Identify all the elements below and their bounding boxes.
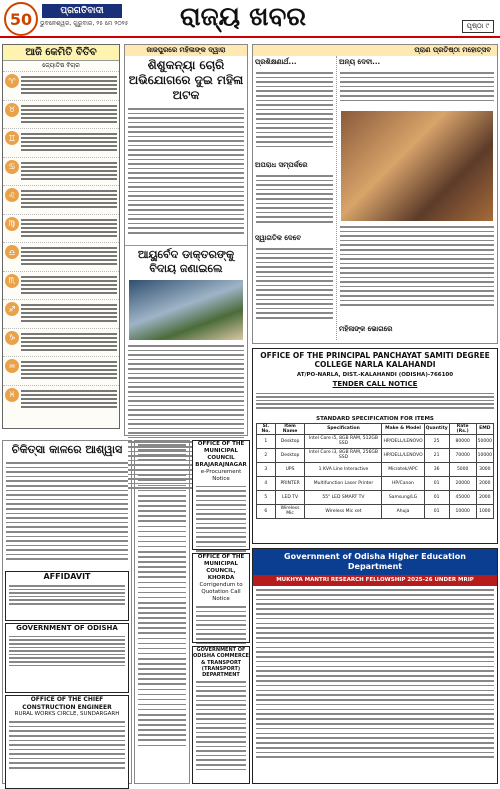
horoscope-row [3, 299, 119, 328]
table-cell: 10000 [449, 504, 476, 518]
gov-title: GOVERNMENT OF ODISHA [16, 624, 118, 632]
story2-headline: ଆୟୁର୍ବେଦ ଡାକ୍ତରଙ୍କୁ ବିଦାୟ ଜଣାଇଲେ [125, 245, 247, 278]
story-kicker: ଜାଜପୁରରେ ମହିଳାଙ୍କ ଦ୍ୱାରା [125, 45, 247, 56]
table-header-cell: Make & Model [382, 423, 424, 434]
dateline: ଭୁବନେଶ୍ୱର, ଗୁରୁବାର, ୨୫ ମେ ୨୦୨୫ [40, 20, 129, 27]
middle-news-column [134, 440, 190, 784]
table-cell: 5000 [449, 462, 476, 476]
table-cell: 25 [424, 434, 449, 448]
zodiac-icon: ♌ [5, 188, 19, 202]
table-cell: Intel Core i3, 8GB RAM, 256GB SSD [305, 448, 382, 462]
table-cell: 3 [257, 462, 276, 476]
story3-col2 [337, 56, 497, 340]
tender-spec-title: STANDARD SPECIFICATION FOR ITEMS [316, 415, 434, 422]
table-cell: HP/Canon [382, 476, 424, 490]
table-cell: 45000 [449, 490, 476, 504]
horoscope-row [3, 157, 119, 186]
horoscope-row [3, 385, 119, 414]
horoscope-row [3, 185, 119, 214]
municipal-brajarajnagar-ad [192, 440, 250, 550]
horoscope-title: ଆଜି କେମିତି ବିତିବ [3, 45, 119, 61]
college-address: AT/PO-NARLA, DIST.-KALAHANDI (ODISHA)-766100 [296, 371, 454, 378]
story3-kicker: ପ୍ରାଣ ପ୍ରତିଷ୍ଠା ମହୋତ୍ସବ [253, 45, 497, 56]
table-row [257, 476, 494, 490]
table-cell: 1 [257, 434, 276, 448]
table-cell: 2 [257, 448, 276, 462]
table-cell: Desktop [275, 448, 305, 462]
table-cell: 4 [257, 476, 276, 490]
ceremony-photo [129, 280, 243, 340]
zodiac-icon: ♈ [5, 74, 19, 88]
bottom-left-section [2, 440, 132, 784]
table-cell: UPS [275, 462, 305, 476]
story-body [125, 105, 247, 245]
zodiac-icon: ♉ [5, 103, 19, 117]
affidavit-title: AFFIDAVIT [43, 572, 91, 581]
zodiac-icon: ♎ [5, 245, 19, 259]
table-cell: HP/DELL/LENOVO [382, 448, 424, 462]
table-cell: 1000 [476, 504, 493, 518]
story3-sub4: ସ୍ୱାଗତିକ ଦେବେ [255, 234, 302, 242]
story3-sub2: ଅନ୍ୟ ଦେବୀ... [339, 58, 381, 66]
table-cell: 2000 [476, 490, 493, 504]
page-header [0, 0, 500, 38]
table-cell: 10000 [476, 448, 493, 462]
table-cell: Ahuja [382, 504, 424, 518]
rural-works-title: OFFICE OF THE CHIEF CONSTRUCTION ENGINEER [22, 696, 112, 711]
commerce-transport-ad [192, 646, 250, 784]
table-cell: 3000 [476, 462, 493, 476]
horoscope-row [3, 128, 119, 157]
college-title: OFFICE OF THE PRINCIPAL PANCHAYAT SAMITI DEGREE COLLEGE NARLA KALAHANDI [260, 351, 490, 370]
table-header-cell: Sl. No. [257, 423, 276, 434]
table-row [257, 490, 494, 504]
anniversary-logo: 50 [4, 2, 38, 36]
municipal-khorda-ad [192, 553, 250, 643]
masthead: ରାଜ୍ୟ ଖବର [180, 2, 307, 32]
table-cell: 80000 [449, 434, 476, 448]
table-row [257, 448, 494, 462]
table-header-cell: Quantity [424, 423, 449, 434]
higher-ed-sub: MUKHYA MANTRI RESEARCH FELLOWSHIP 2025-26 UNDER MRIP [253, 575, 497, 586]
zodiac-icon: ♊ [5, 131, 19, 145]
zodiac-icon: ♑ [5, 331, 19, 345]
table-cell: 2000 [476, 476, 493, 490]
table-header-cell: Item Name [275, 423, 305, 434]
table-cell: LED TV [275, 490, 305, 504]
table-cell: Samsung/LG [382, 490, 424, 504]
table-cell: 01 [424, 504, 449, 518]
higher-ed-title: Government of Odisha Higher Education Department [253, 549, 497, 575]
table-cell: Multifunction Laser Printer [305, 476, 382, 490]
horoscope-row [3, 271, 119, 300]
zodiac-icon: ♏ [5, 274, 19, 288]
table-cell: 50000 [476, 434, 493, 448]
story-headline: ଶିଶୁକନ୍ୟା ଚୋରି ଅଭିଯୋଗରେ ଦୁଇ ମହିଳା ଅଟକ [128, 58, 244, 102]
horoscope-row [3, 214, 119, 243]
horoscope-row [3, 71, 119, 100]
table-header-cell: Rate (Rs.) [449, 423, 476, 434]
table-cell: 6 [257, 504, 276, 518]
municipal1-sub: e-Procurement Notice [200, 468, 242, 482]
table-cell: 36 [424, 462, 449, 476]
table-cell: HP/DELL/LENOVO [382, 434, 424, 448]
table-cell: Microtek/APC [382, 462, 424, 476]
horoscope-row [3, 356, 119, 385]
horoscope-subtitle: ଜ୍ୟୋତିଷ ବିଚାର [42, 62, 80, 69]
zodiac-icon: ♓ [5, 388, 19, 402]
table-header-cell: EMD [476, 423, 493, 434]
brand-name: ପ୍ରଗତିବାଦୀ [42, 4, 122, 18]
table-row [257, 504, 494, 518]
zodiac-icon: ♍ [5, 217, 19, 231]
temple-photo [341, 111, 493, 221]
table-cell: 01 [424, 490, 449, 504]
story-temple [252, 44, 498, 344]
horoscope-row [3, 328, 119, 357]
tender-table [256, 423, 494, 519]
municipal2-title: OFFICE OF THE MUNICIPAL COUNCIL, KHORDA [197, 554, 245, 581]
zodiac-icon: ♋ [5, 160, 19, 174]
table-row [257, 462, 494, 476]
tender-title: TENDER CALL NOTICE [332, 379, 418, 388]
table-row [257, 434, 494, 448]
horoscope-column [2, 44, 120, 429]
table-cell: PRINTER [275, 476, 305, 490]
table-cell: 01 [424, 476, 449, 490]
table-cell: 55" LED SMART TV [305, 490, 382, 504]
table-header-cell: Specification [305, 423, 382, 434]
municipal2-sub: Corrigendum to Quotation Call Notice [199, 581, 243, 602]
page-number: ପୃଷ୍ଠା ୯ [462, 20, 494, 33]
zodiac-icon: ♒ [5, 359, 19, 373]
table-cell: 70000 [449, 448, 476, 462]
table-cell: 20000 [449, 476, 476, 490]
story3-sub5: ମହିଳାଙ୍କ ଭୋଗରେ [339, 325, 393, 333]
horoscope-row [3, 242, 119, 271]
table-cell: Intel Core i5, 8GB RAM, 512GB SSD [305, 434, 382, 448]
horoscope-row [3, 100, 119, 129]
zodiac-icon: ♐ [5, 302, 19, 316]
table-cell: 21 [424, 448, 449, 462]
gov-notice-ad [5, 623, 129, 693]
story-child-theft [124, 44, 248, 436]
table-cell: Wireless Mic [275, 504, 305, 518]
affidavit-ad [5, 571, 129, 621]
municipal1-title: OFFICE OF THE MUNICIPAL COUNCIL BRAJARAJNAGAR [195, 441, 247, 468]
commerce-title: GOVERNMENT OF ODISHA COMMERCE & TRANSPORT (TRANSPORT) DEPARTMENT [193, 647, 249, 678]
college-tender-ad [252, 348, 498, 544]
rural-works-ad [5, 695, 129, 789]
table-cell: Desktop [275, 434, 305, 448]
story3-col1 [253, 56, 337, 340]
story3-sub1: ପ୍ରଶିକ୍ଷଣାର୍ଥ... [255, 58, 297, 66]
table-cell: 5 [257, 490, 276, 504]
table-cell: Wireless Mic set [305, 504, 382, 518]
rural-works-sub: RURAL WORKS CIRCLE, SUNDARGARH [14, 711, 120, 717]
story3-sub3: ଅପରାଧ ସମ୍ପର୍କରେ [255, 161, 308, 169]
bottom-headline: ଚିକିତ୍ସା କାଳରେ ଆଶ୍ୱାସ [11, 443, 123, 456]
table-cell: 1 KVA Line Interactive [305, 462, 382, 476]
higher-education-ad [252, 548, 498, 784]
